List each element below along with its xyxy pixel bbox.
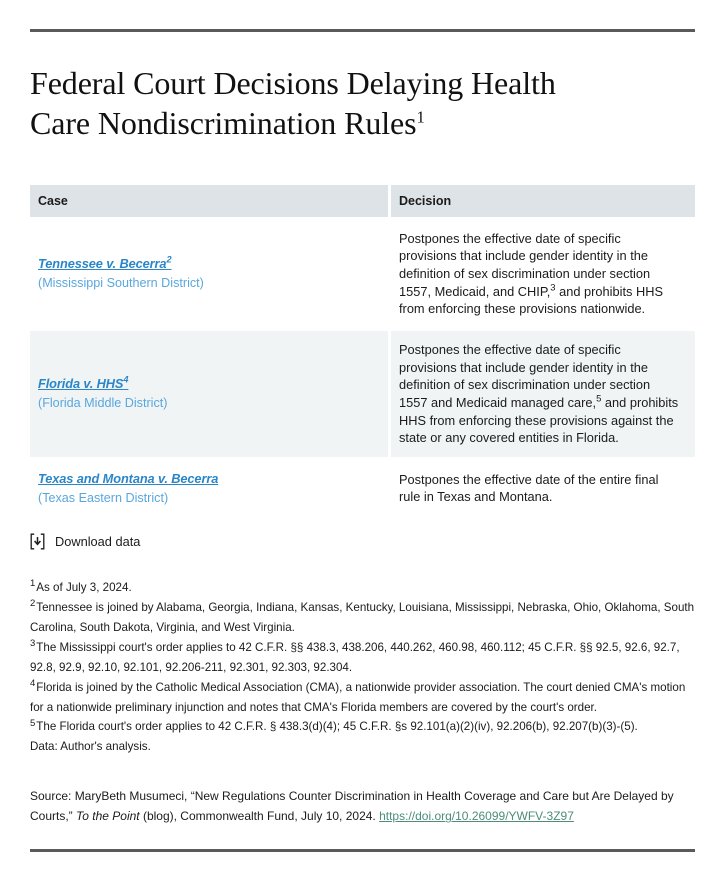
download-data-button[interactable]	[30, 533, 695, 550]
page-title	[30, 63, 690, 144]
source-middle: (blog), Commonwealth Fund, July 10, 2024.	[139, 809, 380, 824]
bottom-divider-rule	[30, 849, 695, 852]
decision-text-part1: Postpones the effective date of specific provisions that include gender identity in the definition of sex discrimination under section 1557, Medicaid, and CHIP,	[399, 230, 651, 299]
source-publication: To the Point	[76, 809, 140, 824]
column-header-decision: Decision	[391, 185, 695, 220]
footnote-item	[30, 598, 698, 638]
decision-footnote-marker: 5	[596, 393, 602, 405]
case-name: Texas and Montana v. Becerra	[38, 470, 219, 486]
decision-cell	[391, 331, 695, 460]
page-title-footnote-marker: 1	[416, 107, 425, 127]
footnote-item	[30, 578, 698, 598]
decision-text	[399, 231, 663, 317]
source-citation	[30, 786, 698, 826]
case-cell	[30, 220, 391, 331]
decision-cell	[391, 220, 695, 331]
footnote-text: The Mississippi court's order applies to 42 C.F.R. §§ 438.3, 438.206, 440.262, 460.98, 460.112; 45 C.F.R. §§ 92.5, 92.6, 92.7, 92.8, 92.9, 92.10, 92.101, 92.206-211, 92.301, 92.303, 92.304.	[30, 640, 680, 674]
case-name: Tennessee v. Becerra	[38, 256, 167, 272]
download-data-label: Download data	[55, 533, 141, 549]
footnotes-list	[30, 578, 698, 757]
footnote-text: Florida is joined by the Catholic Medical Association (CMA), a nationwide provider association. The court denied CMA's motion for a nationwide preliminary injunction and notes that CMA's Florida members are covered by the court's order.	[30, 680, 686, 714]
table-row	[30, 331, 695, 460]
case-footnote-marker: 4	[123, 375, 129, 386]
decision-cell	[391, 460, 695, 520]
column-header-case: Case	[30, 185, 391, 220]
footnote-marker: 3	[30, 637, 36, 649]
download-bracket-icon	[30, 533, 45, 550]
source-doi-link[interactable]: https://doi.org/10.26099/YWFV-3Z97	[379, 809, 574, 824]
footnote-text: As of July 3, 2024.	[36, 580, 132, 594]
footnote-item	[30, 717, 698, 737]
footnote-item	[30, 638, 698, 678]
decision-text	[399, 472, 658, 505]
footnote-text: Tennessee is joined by Alabama, Georgia, Indiana, Kansas, Kentucky, Louisiana, Mississippi, Nebraska, Ohio, Oklahoma, South Carolina, South Dakota, Virginia, and West Virginia.	[30, 600, 695, 634]
case-district: (Mississippi Southern District)	[38, 275, 204, 290]
footnote-item	[30, 678, 698, 718]
table-header-row	[30, 185, 695, 220]
decision-footnote-marker: 3	[550, 282, 556, 294]
case-link-florida[interactable]	[38, 375, 128, 393]
footnote-marker: 1	[30, 578, 36, 590]
decision-text	[399, 342, 678, 445]
case-district: (Texas Eastern District)	[38, 490, 169, 505]
decision-text-part2: and prohibits HHS from enforcing these provisions nationwide.	[399, 283, 663, 317]
footnote-marker: 4	[30, 677, 36, 689]
case-link-texas-montana[interactable]	[38, 470, 218, 488]
case-link-tennessee[interactable]	[38, 255, 171, 273]
case-name: Florida v. HHS	[38, 376, 124, 392]
table-head	[30, 185, 695, 220]
table-body	[30, 220, 695, 520]
case-cell	[30, 331, 391, 460]
table-row	[30, 460, 695, 520]
footnote-text: Data: Author's analysis.	[30, 740, 151, 754]
case-cell	[30, 460, 391, 520]
document-page	[0, 29, 725, 881]
decision-text-part2: and prohibits HHS from enforcing these provisions against the state or any covered entities in Florida.	[399, 394, 679, 446]
page-title-line2: Care Nondiscrimination Rules	[30, 105, 417, 142]
decision-text-part1: Postpones the effective date of the entire final rule in Texas and Montana.	[399, 471, 659, 505]
case-district: (Florida Middle District)	[38, 396, 168, 411]
decision-text-part1: Postpones the effective date of specific provisions that include gender identity in the definition of sex discrimination under section 1557 and Medicaid managed care,	[399, 341, 651, 410]
case-footnote-marker: 2	[166, 254, 172, 265]
source-prefix: Source: MaryBeth Musumeci, “New Regulations Counter Discrimination in Health Coverage and Care but Are Delayed by Courts,”	[30, 789, 674, 824]
page-title-line1: Federal Court Decisions Delaying Health	[30, 65, 556, 101]
top-divider-rule	[30, 29, 695, 32]
court-decisions-table	[30, 185, 695, 520]
footnote-text: The Florida court's order applies to 42 C.F.R. § 438.3(d)(4); 45 C.F.R. §s 92.101(a)(2)(iv), 92.206(b), 92.207(b)(3)-(5).	[36, 720, 638, 734]
footnote-marker: 5	[30, 717, 36, 729]
table-row	[30, 220, 695, 331]
footnote-item-data	[30, 737, 698, 757]
footnote-marker: 2	[30, 597, 36, 609]
